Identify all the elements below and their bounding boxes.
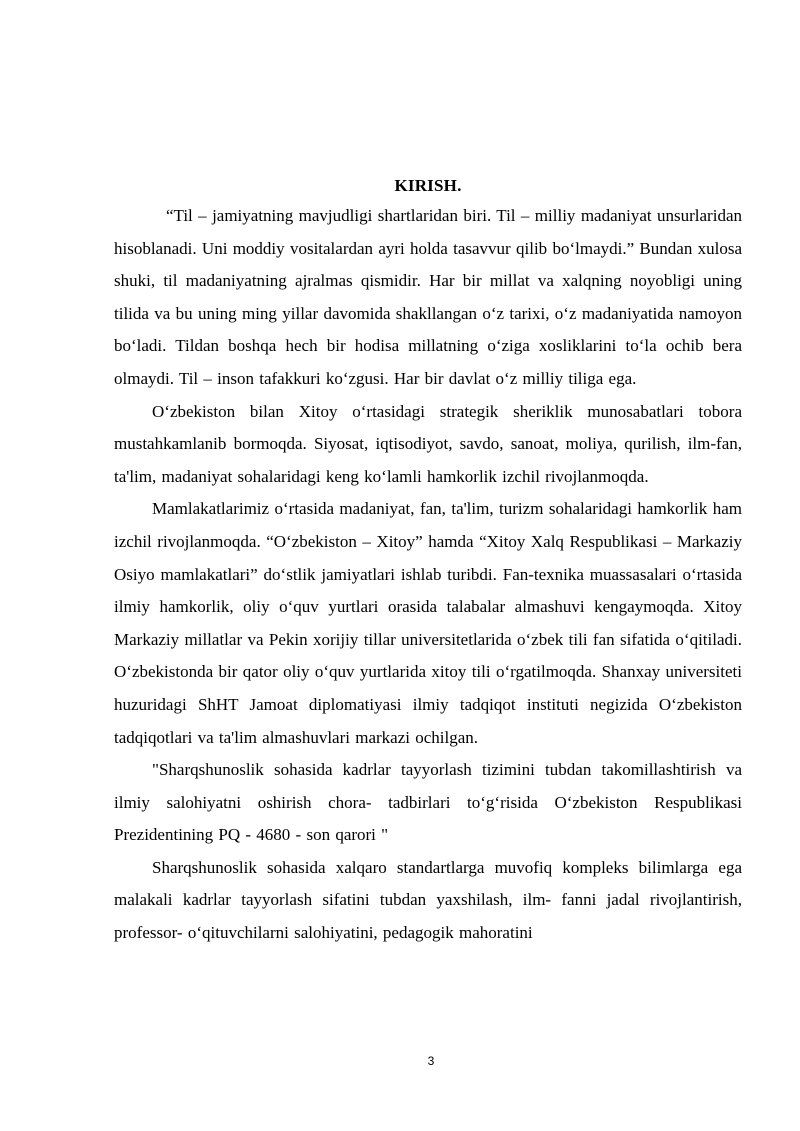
paragraph-oriental-studies: Sharqshunoslik sohasida xalqaro standartlarga muvofiq kompleks bilimlarga ega malakali kadrlar tayyorlash sifatini tubdan yaxshilash, ilm- fanni jadal rivojlantirish, professor- oʻqituvchilarni salohiyatini, pedagogik mahoratini bbox=[114, 857, 742, 943]
paragraph-decree-title: "Sharqshunoslik sohasida kadrlar tayyorlash tizimini tubdan takomillashtirish va ilmiy salohiyatni oshirish chora- tadbirlari toʻgʻrisida Oʻzbekiston Respublikasi Prezidentining PQ - 4680 - son qarori " bbox=[114, 760, 742, 845]
page-number: 3 bbox=[427, 1054, 435, 1068]
paragraph-cooperation: Mamlakatlarimiz oʻrtasida madaniyat, fan, ta'lim, turizm sohalaridagi hamkorlik ham izchil rivojlanmoqda. “Oʻzbekiston – Xitoy” hamda “Xitoy Xalq Respublikasi – Markaziy Osiyo mamlakatlari” doʻstlik jamiyatlari ishlab turibdi. Fan-texnika muassasalari oʻrtasida ilmiy hamkorlik, oliy oʻquv yurtlari orasida talabalar almashuvi kengaymoqda. Xitoy Markaziy millatlar va Pekin xorijiy tillar universitetlarida oʻzbek tili fan sifatida oʻqitiladi. Oʻzbekistonda bir qator oliy oʻquv yurtlarida xitoy tili oʻrgatilmoqda. Shanxay universiteti huzuridagi ShHT Jamoat diplomatiyasi ilmiy tadqiqot instituti negizida Oʻzbekiston tadqiqotlari va ta'lim almashuvlari markazi ochilgan. bbox=[114, 499, 742, 747]
section-heading: KIRISH. bbox=[394, 176, 462, 195]
paragraph-strategic-partnership: Oʻzbekiston bilan Xitoy oʻrtasidagi strategik sheriklik munosabatlari tobora mustahkamlanib bormoqda. Siyosat, iqtisodiyot, savdo, sanoat, moliya, qurilish, ilm-fan, ta'lim, madaniyat sohalaridagi keng koʻlamli hamkorlik izchil rivojlanmoqda. bbox=[114, 401, 742, 486]
paragraph-intro-quote: “Til – jamiyatning mavjudligi shartlaridan biri. Til – milliy madaniyat unsurlaridan hisoblanadi. Uni moddiy vositalardan ayri holda tasavvur qilib boʻlmaydi.” Bundan xulosa shuki, til madaniyatning ajralmas qismidir. Har bir millat va xalqning noyobligi uning tilida va bu uning ming yillar davomida shakllangan oʻz tarixi, oʻz madaniyatida namoyon boʻladi. Tildan boshqa hech bir hodisa millatning oʻziga xosliklarini toʻla ochib bera olmaydi. Til – inson tafakkuri koʻzgusi. Har bir davlat oʻz milliy tiliga ega. bbox=[114, 206, 742, 388]
document-body bbox=[114, 172, 742, 950]
